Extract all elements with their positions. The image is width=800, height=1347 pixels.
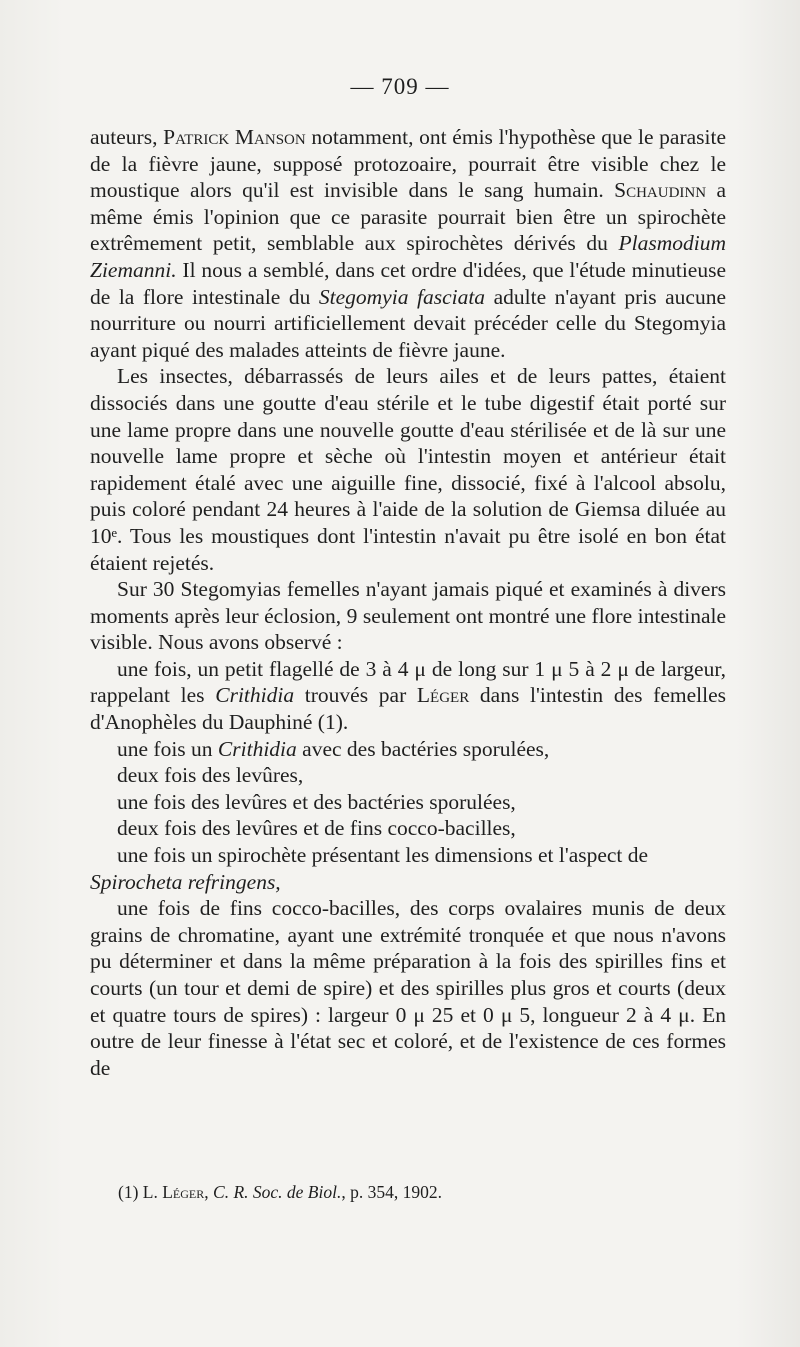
author-name: Léger [162,1182,205,1202]
footnote [118,1182,718,1203]
page-body [90,124,726,1081]
text-run: a même émis l'opinion que ce parasite pourrait bien être un spirochète extrêmement petit, semblable aux spirochètes dérivés du [90,178,726,256]
text-run: adulte n'ayant pris aucune nourriture ou nourri artificiellement devait précéder celle du Stegomyia ayant piqué des malades atteints de fièvre jaune. [90,284,727,362]
species-name: Stegomyia fasciata [318,284,486,309]
journal-title: C. R. Soc. de Biol. [213,1182,342,1202]
list-item: deux fois des levûres, [117,763,304,788]
list-item [90,842,726,895]
text-run: une fois, un petit flagellé de 3 à 4 μ de long sur 1 μ 5 à 2 μ de largeur, rappelant les [90,656,726,708]
paragraph-4: une fois de fins cocco-bacilles, des corps ovalaires munis de deux grains de chromatine, ayant une extrémité tronquée et que nous n'avons pu déterminer et dans la même préparation à la fois des spirilles fins et courts (un tour et demi de spire) et des spirilles plus gros et courts (deux et quatre tours de spires) : largeur 0 μ 25 et 0 μ 5, longueur 2 à 4 μ. En outre de leur finesse à l'état sec et coloré, et de l'existence de ces formes de [90,896,726,1080]
text-run: avec des bactéries sporulées, [296,736,550,761]
list-item: deux fois des levûres et de fins cocco-bacilles, [117,816,516,841]
author-name: Schaudinn [614,178,707,203]
text-run: auteurs, [90,125,164,149]
page-number: — 709 — [350,74,450,99]
text-run: notamment, ont émis l'hypothèse que le parasite de la fièvre jaune, supposé protozoaire, pourrait être visible chez le moustique alors qu'il est invisible dans le sang humain. [90,125,727,203]
genus-name: Crithidia [217,736,297,761]
footnote-marker: (1) L. [118,1182,163,1202]
genus-name: Crithidia [215,683,295,708]
text-run: une fois un spirochète présentant les dimensions et l'aspect de [117,843,649,868]
paragraph-2: Les insectes, débarrassés de leurs ailes et de leurs pattes, étaient dissociés dans une goutte d'eau stérile et le tube digestif était porté sur une lame propre dans une nouvelle goutte d'eau stérilisée et de là sur une nouvelle lame propre et sèche où l'intestin moyen et antérieur était rapidement étalé avec une aiguille fine, dissocié, fixé à l'alcool absolu, puis coloré pendant 24 heures à l'aide de la solution de Giemsa diluée au 10ᵉ. Tous les moustiques dont l'intestin n'avait pu être isolé en bon état étaient rejetés. [90,364,726,575]
list-item [90,736,726,763]
author-name: Patrick Manson [163,125,306,149]
species-name: Spirocheta refringens, [90,869,281,894]
list-item: une fois des levûres et des bactéries sporulées, [117,789,516,814]
text-run: , [204,1182,214,1202]
paragraph-1 [90,124,726,363]
author-name: Léger [416,683,470,708]
text-run: trouvés par [294,683,417,708]
text-run: , p. 354, 1902. [341,1182,442,1202]
list-item [90,656,726,736]
paragraph-3: Sur 30 Stegomyias femelles n'ayant jamais piqué et examinés à divers moments après leur éclosion, 9 seulement ont montré une flore intestinale visible. Nous avons observé : [90,577,726,655]
text-run: dans l'intestin des femelles d'Anophèles du Dauphiné (1). [90,683,727,735]
text-run: une fois un [117,736,218,761]
text-run: Il nous a semblé, dans cet ordre d'idées, que l'étude minutieuse de la flore intestinale du [90,257,726,309]
species-name: Plasmodium Ziemanni. [90,231,726,282]
